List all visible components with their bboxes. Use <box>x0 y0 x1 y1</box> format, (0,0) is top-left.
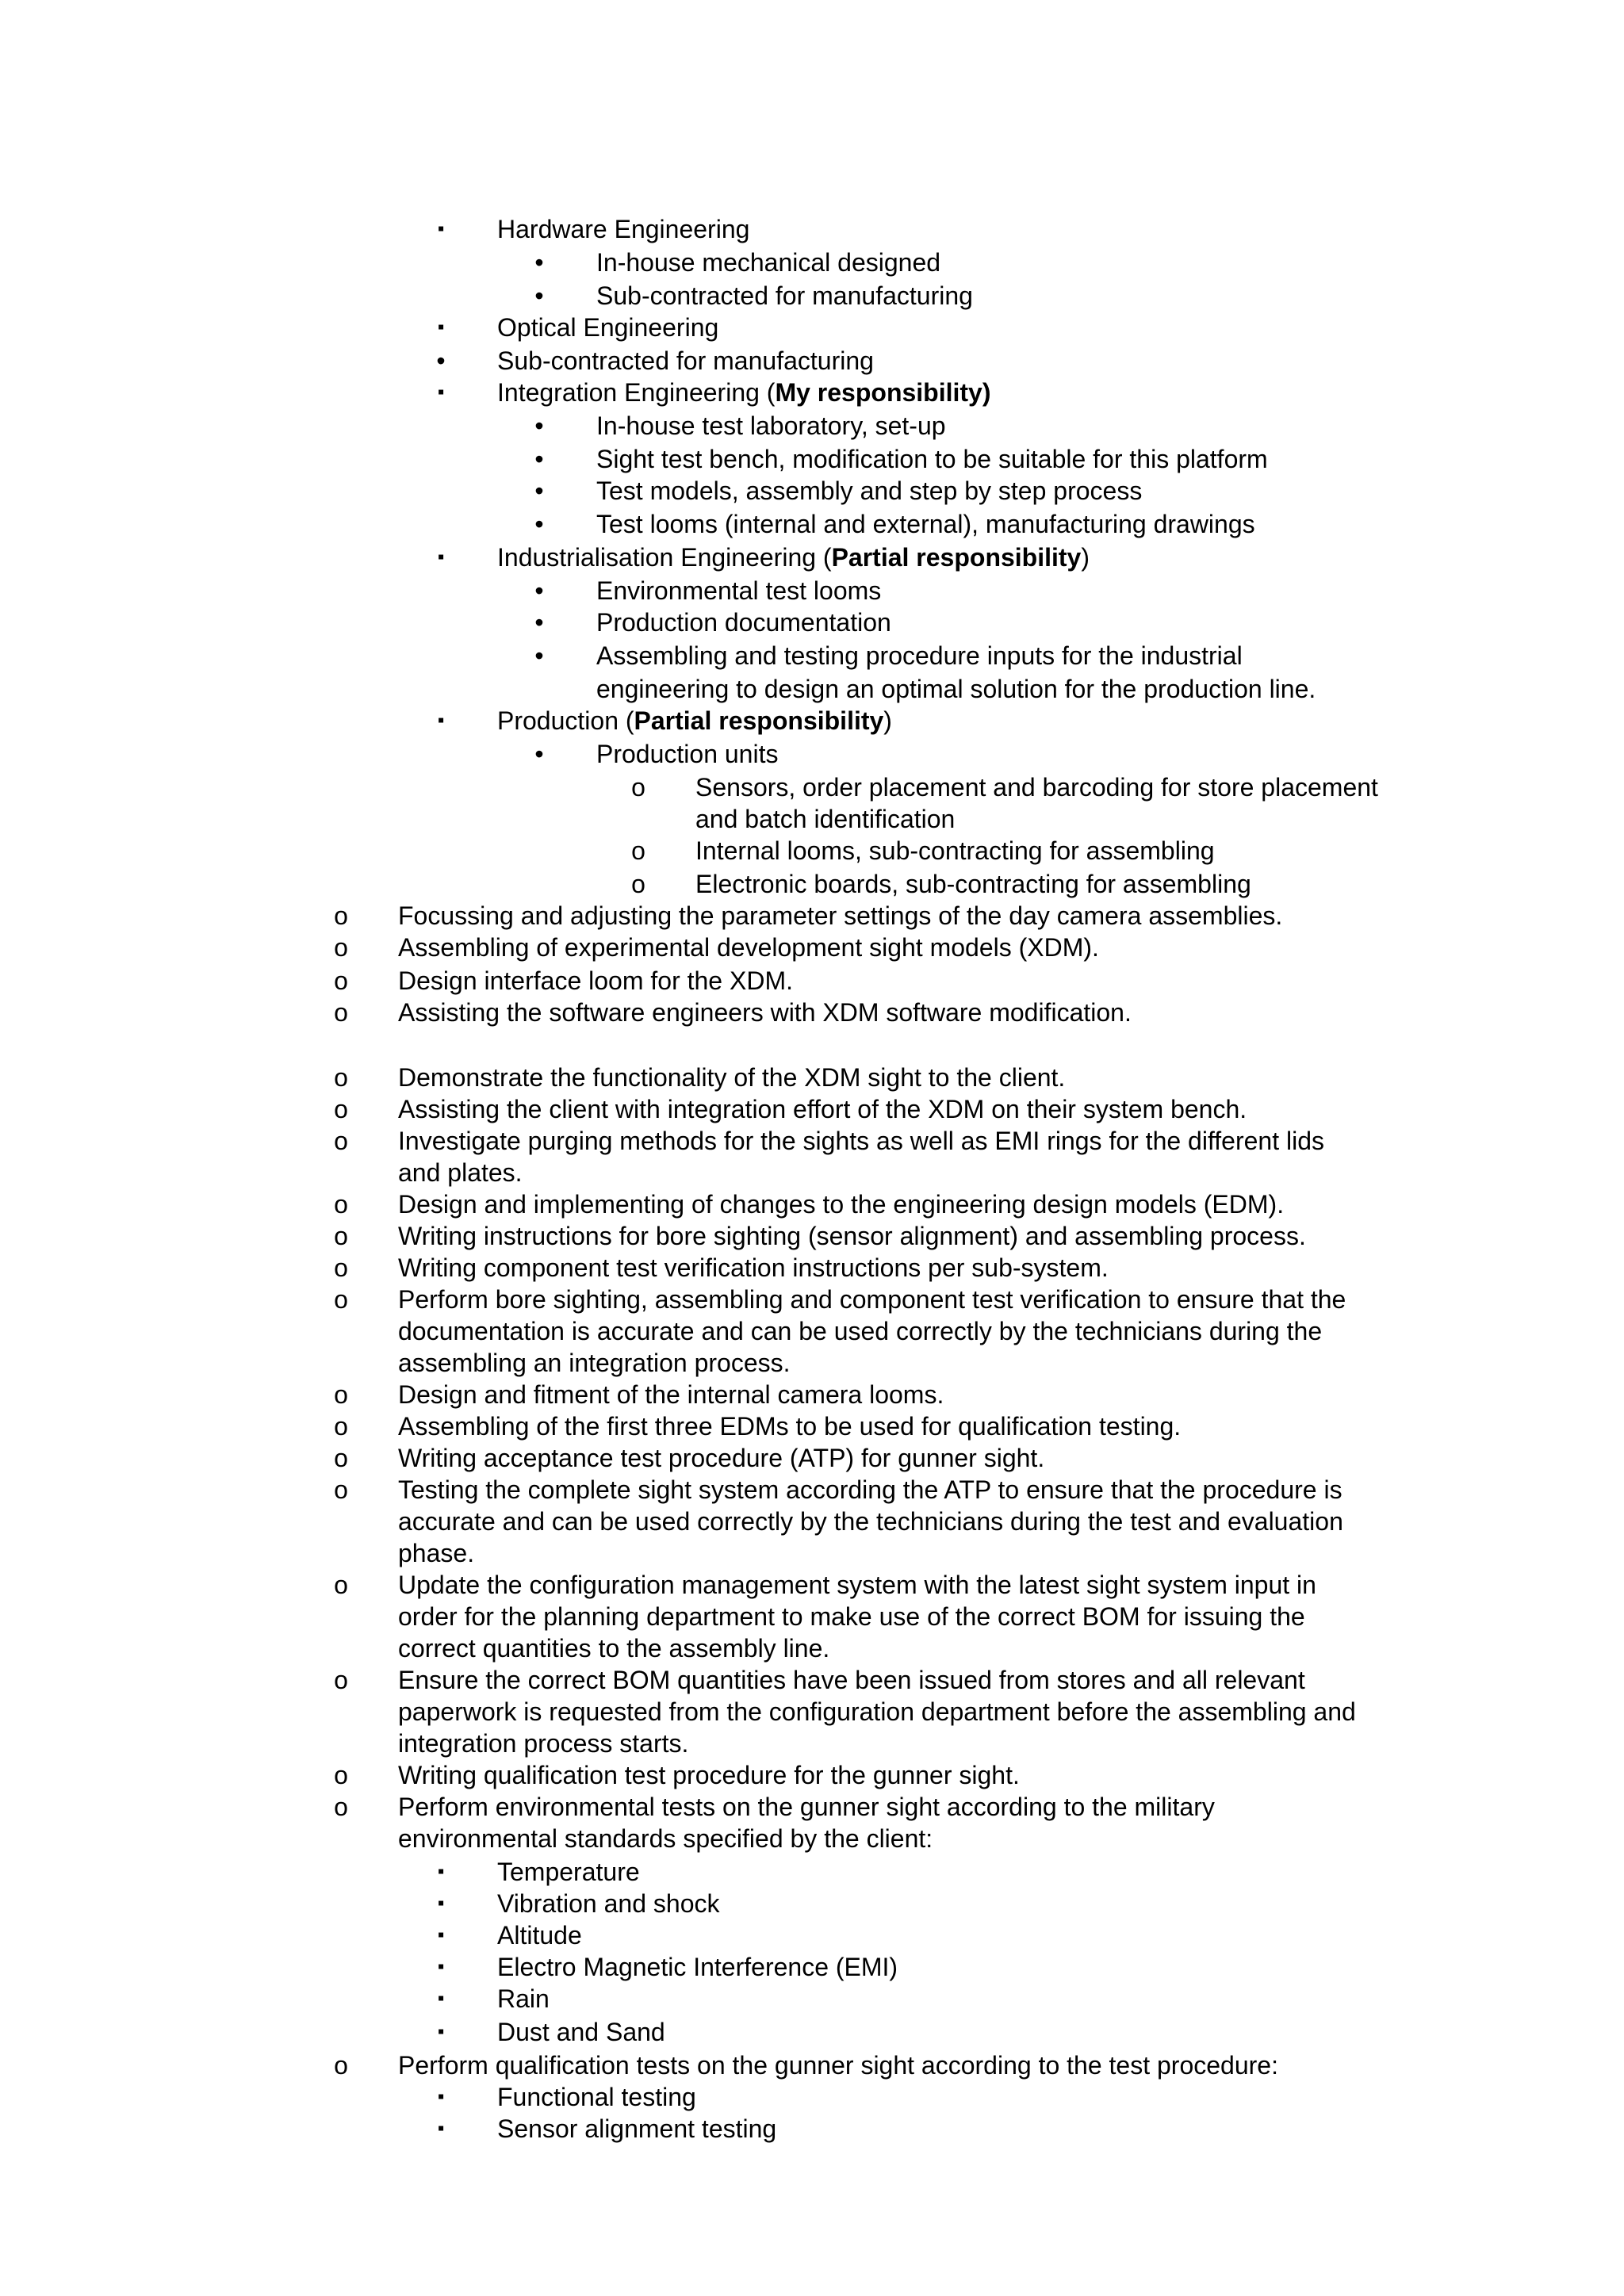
dot-bullet-icon: • <box>534 608 544 637</box>
list-item-text <box>398 1760 1020 1790</box>
list-item-text <box>497 2017 665 2047</box>
circle-bullet-icon: o <box>334 1063 348 1092</box>
list-item-label: engineering to design an optimal solution for the production line. <box>596 675 1316 703</box>
square-bullet-icon: ▪ <box>437 1924 445 1946</box>
list-item-label: Altitude <box>497 1921 582 1950</box>
list-item-text <box>596 444 1268 474</box>
list-item-label: Perform environmental tests on the gunner sight according to the military <box>398 1793 1215 1821</box>
list-item-label: Production units <box>596 740 779 768</box>
list-item-text <box>596 607 891 637</box>
square-bullet-icon: ▪ <box>437 546 445 568</box>
list-item-text <box>695 836 1215 866</box>
list-item-text <box>398 1475 1342 1505</box>
list-item-text <box>596 509 1255 539</box>
list-item-text <box>497 542 1090 572</box>
list-item-label: Ensure the correct BOM quantities have been issued from stores and all relevant <box>398 1666 1305 1694</box>
list-item-label: accurate and can be used correctly by the technicians during the test and evaluation <box>398 1507 1343 1536</box>
list-item-label: Perform bore sighting, assembling and component test verification to ensure that the <box>398 1285 1346 1314</box>
list-item-text <box>695 772 1378 802</box>
list-item-label: phase. <box>398 1539 475 1567</box>
circle-bullet-icon: o <box>334 1285 348 1314</box>
list-item-text <box>398 932 1099 962</box>
list-item-text <box>695 804 955 834</box>
list-item-text <box>497 1984 550 2014</box>
dot-bullet-icon: • <box>534 576 544 605</box>
circle-bullet-icon: o <box>334 1793 348 1821</box>
list-item-text <box>695 869 1251 899</box>
list-item-label: In-house mechanical designed <box>596 248 941 277</box>
list-item-text <box>398 1126 1324 1156</box>
list-item-label: Assembling of experimental development sight models (XDM). <box>398 933 1099 962</box>
circle-bullet-icon: o <box>334 1571 348 1599</box>
circle-bullet-icon: o <box>631 870 645 898</box>
circle-bullet-icon: o <box>334 1190 348 1219</box>
square-bullet-icon: ▪ <box>437 1861 445 1882</box>
dot-bullet-icon: • <box>534 740 544 768</box>
list-item-text <box>398 997 1132 1027</box>
dot-bullet-icon: • <box>436 346 446 375</box>
circle-bullet-icon: o <box>631 836 645 865</box>
list-item-label: Sensor alignment testing <box>497 2114 777 2143</box>
list-item-text <box>398 1316 1322 1346</box>
list-item-label: Writing qualification test procedure for the gunner sight. <box>398 1761 1020 1789</box>
circle-bullet-icon: o <box>334 998 348 1027</box>
list-item-label: order for the planning department to make use of the correct BOM for issuing the <box>398 1602 1305 1631</box>
circle-bullet-icon: o <box>334 1412 348 1441</box>
list-item-suffix: ) <box>1081 543 1090 572</box>
list-item-text <box>497 706 892 736</box>
list-item-label: Assembling of the first three EDMs to be used for qualification testing. <box>398 1412 1182 1441</box>
square-bullet-icon: ▪ <box>437 710 445 731</box>
list-item-text <box>398 901 1282 931</box>
list-item-label: Perform qualification tests on the gunner sight according to the test procedure: <box>398 2051 1278 2080</box>
list-item-text <box>596 281 973 311</box>
square-bullet-icon: ▪ <box>437 218 445 239</box>
list-item-label: Production ( <box>497 706 634 735</box>
list-item-label: Dust and Sand <box>497 2018 665 2046</box>
list-item-label: environmental standards specified by the client: <box>398 1824 933 1853</box>
list-item-text <box>596 247 940 277</box>
list-item-label: Sensors, order placement and barcoding for store placement <box>695 773 1378 802</box>
list-item-label: Test looms (internal and external), manufacturing drawings <box>596 510 1255 538</box>
circle-bullet-icon: o <box>334 1475 348 1504</box>
list-item-text <box>398 1158 523 1188</box>
list-item-text <box>398 1221 1306 1251</box>
circle-bullet-icon: o <box>334 1253 348 1282</box>
list-item-text <box>497 377 991 408</box>
list-item-label: Internal looms, sub-contracting for assembling <box>695 836 1215 865</box>
list-item-suffix: ) <box>883 706 892 735</box>
bold-emphasis: Partial responsibility <box>831 543 1082 572</box>
list-item-label: Test models, assembly and step by step process <box>596 476 1143 505</box>
square-bullet-icon: ▪ <box>437 1988 445 2009</box>
list-item-label: Production documentation <box>596 608 891 637</box>
square-bullet-icon: ▪ <box>437 1892 445 1914</box>
square-bullet-icon: ▪ <box>437 316 445 338</box>
list-item-label: and batch identification <box>695 805 956 833</box>
list-item-label: Demonstrate the functionality of the XDM sight to the client. <box>398 1063 1066 1092</box>
circle-bullet-icon: o <box>631 773 645 802</box>
bold-emphasis: My responsibility) <box>775 378 991 407</box>
list-item-label: Hardware Engineering <box>497 215 750 243</box>
list-item-text <box>596 739 778 769</box>
list-item-label: Rain <box>497 1984 550 2013</box>
square-bullet-icon: ▪ <box>437 2086 445 2107</box>
list-item-text <box>398 1253 1109 1283</box>
list-item-text <box>398 1189 1284 1219</box>
list-item-label: Industrialisation Engineering ( <box>497 543 832 572</box>
list-item-label: Vibration and shock <box>497 1889 720 1918</box>
list-item-label: Sub-contracted for manufacturing <box>596 281 973 310</box>
list-item-text <box>398 2050 1278 2080</box>
list-item-text <box>497 312 718 342</box>
list-item-text <box>398 1443 1044 1473</box>
list-item-text <box>398 1380 944 1410</box>
list-item-label: In-house test laboratory, set-up <box>596 411 946 440</box>
dot-bullet-icon: • <box>534 445 544 473</box>
circle-bullet-icon: o <box>334 933 348 962</box>
bold-emphasis: Partial responsibility <box>634 706 884 735</box>
list-item-label: Testing the complete sight system according the ATP to ensure that the procedure is <box>398 1475 1342 1504</box>
dot-bullet-icon: • <box>534 641 544 670</box>
circle-bullet-icon: o <box>334 901 348 930</box>
list-item-text <box>596 411 946 441</box>
list-item-text <box>398 1411 1181 1441</box>
circle-bullet-icon: o <box>334 1095 348 1123</box>
list-item-text <box>497 346 874 376</box>
list-item-text <box>398 1697 1356 1727</box>
list-item-text <box>497 1952 898 1982</box>
dot-bullet-icon: • <box>534 248 544 277</box>
list-item-label: Focussing and adjusting the parameter settings of the day camera assemblies. <box>398 901 1283 930</box>
list-item-label: Assisting the software engineers with XDM software modification. <box>398 998 1132 1027</box>
square-bullet-icon: ▪ <box>437 381 445 403</box>
list-item-label: Integration Engineering ( <box>497 378 776 407</box>
list-item-label: paperwork is requested from the configuration department before the assembling and <box>398 1697 1356 1726</box>
list-item-label: Sub-contracted for manufacturing <box>497 346 874 375</box>
list-item-text <box>596 476 1142 506</box>
list-item-label: Design and fitment of the internal camera looms. <box>398 1380 944 1409</box>
list-item-label: documentation is accurate and can be used correctly by the technicians during the <box>398 1317 1323 1345</box>
list-item-label: Investigate purging methods for the sights as well as EMI rings for the different lids <box>398 1127 1324 1155</box>
circle-bullet-icon: o <box>334 1666 348 1694</box>
list-item-text <box>398 1665 1305 1695</box>
list-item-label: Environmental test looms <box>596 576 882 605</box>
list-item-label: Assembling and testing procedure inputs for the industrial <box>596 641 1243 670</box>
list-item-label: Update the configuration management system with the latest sight system input in <box>398 1571 1316 1599</box>
list-item-label: Writing component test verification instructions per sub-system. <box>398 1253 1109 1282</box>
list-item-text <box>497 2082 696 2112</box>
list-item-text <box>398 1062 1065 1093</box>
list-item-label: Assisting the client with integration effort of the XDM on their system bench. <box>398 1095 1247 1123</box>
list-item-text <box>398 1601 1305 1632</box>
dot-bullet-icon: • <box>534 411 544 440</box>
circle-bullet-icon: o <box>334 1761 348 1789</box>
square-bullet-icon: ▪ <box>437 2118 445 2139</box>
list-item-text <box>497 1920 582 1950</box>
list-item-text <box>497 2114 776 2144</box>
list-item-label: Electro Magnetic Interference (EMI) <box>497 1953 898 1981</box>
square-bullet-icon: ▪ <box>437 1956 445 1977</box>
list-item-text <box>398 966 793 996</box>
list-item-text <box>398 1284 1346 1314</box>
list-item-text <box>497 1888 719 1919</box>
list-item-label: and plates. <box>398 1158 523 1187</box>
list-item-label: correct quantities to the assembly line. <box>398 1634 830 1663</box>
list-item-label: Writing instructions for bore sighting (sensor alignment) and assembling process. <box>398 1222 1306 1250</box>
list-item-text <box>398 1348 791 1378</box>
list-item-label: assembling an integration process. <box>398 1349 791 1377</box>
list-item-label: Writing acceptance test procedure (ATP) for gunner sight. <box>398 1444 1045 1472</box>
dot-bullet-icon: • <box>534 510 544 538</box>
list-item-text <box>398 1823 933 1854</box>
list-item-text <box>398 1506 1343 1536</box>
list-item-label: Functional testing <box>497 2083 696 2111</box>
list-item-text <box>398 1633 829 1663</box>
circle-bullet-icon: o <box>334 2051 348 2080</box>
list-item-label: Optical Engineering <box>497 313 719 342</box>
dot-bullet-icon: • <box>534 281 544 310</box>
list-item-label: Design and implementing of changes to the engineering design models (EDM). <box>398 1190 1285 1219</box>
circle-bullet-icon: o <box>334 1222 348 1250</box>
list-item-text <box>596 641 1243 671</box>
list-item-label: Design interface loom for the XDM. <box>398 966 793 995</box>
list-item-text <box>398 1570 1316 1600</box>
list-item-label: Electronic boards, sub-contracting for assembling <box>695 870 1251 898</box>
list-item-text <box>398 1094 1247 1124</box>
dot-bullet-icon: • <box>534 476 544 505</box>
circle-bullet-icon: o <box>334 1127 348 1155</box>
list-item-text <box>596 674 1316 704</box>
list-item-text <box>596 576 881 606</box>
list-item-text <box>398 1538 474 1568</box>
list-item-text <box>398 1728 688 1758</box>
square-bullet-icon: ▪ <box>437 2021 445 2042</box>
circle-bullet-icon: o <box>334 1380 348 1409</box>
list-item-label: Temperature <box>497 1858 640 1886</box>
list-item-label: Sight test bench, modification to be suitable for this platform <box>596 445 1268 473</box>
list-item-label: integration process starts. <box>398 1729 689 1758</box>
list-item-text <box>398 1792 1215 1822</box>
circle-bullet-icon: o <box>334 966 348 995</box>
list-item-text <box>497 1857 640 1887</box>
list-item-text <box>497 214 749 244</box>
circle-bullet-icon: o <box>334 1444 348 1472</box>
